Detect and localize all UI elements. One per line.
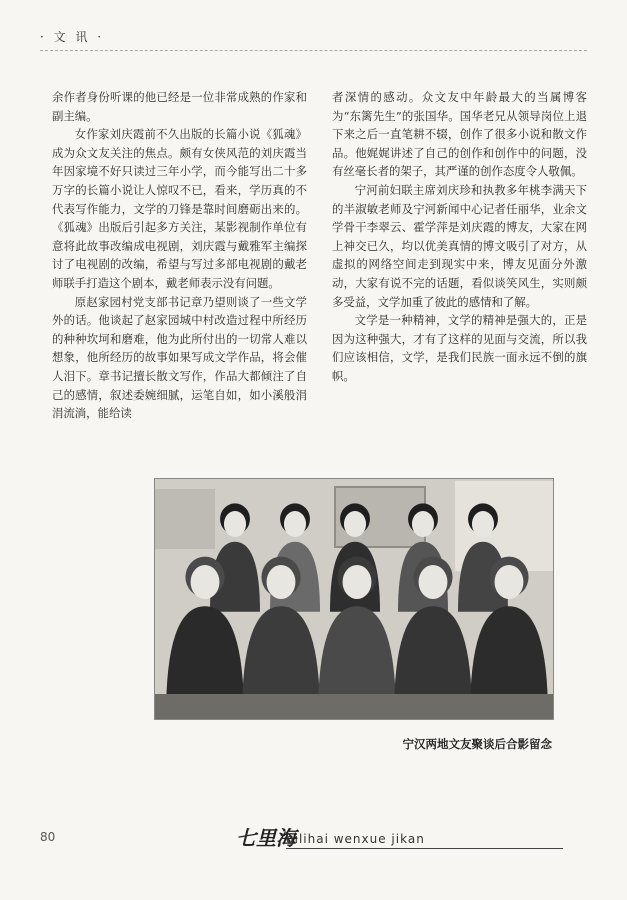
paragraph: 女作家刘庆霞前不久出版的长篇小说《狐魂》成为众文友关注的焦点。颇有女侠风范的刘庆霞当年因家境不好只读过三年小学，而今能写出二十多万字的长篇小说让人惊叹不已，看来，学历真的不代表写作能力，文学的刀锋是靠时间磨砺出来的。《狐魂》出版后引起多方关注，某影视制作单位有意将此故事改编成电视剧，刘庆霞与戴雅军主编探讨了电视剧的改编，希望与写过多部电视剧的戴老师联手打造这个剧本，戴老师表示没有问题。 (52, 127, 307, 290)
group-photo-illustration (155, 479, 553, 719)
magazine-logo: 七里海 (236, 826, 296, 850)
magazine-pinyin: qilihai wenxue jikan (286, 832, 425, 846)
paragraph: 原赵家园村党支部书记章乃望则谈了一些文学外的话。他谈起了赵家园城中村改造过程中所经历的种种坎坷和磨难，他为此所付出的一切常人难以想象，他所经历的故事如果写成文学作品，将会催人泪下。章书记擅长散文写作，作品大都倾注了自己的感情，叙述委婉细腻，运笔自如，如小溪般涓涓流淌，能给读 (52, 294, 307, 421)
paragraph: 文学是一种精神，文学的精神是强大的，正是因为这种强大，才有了这样的见面与交流，所以我们应该相信，文学，是我们民族一面永远不倒的旗帜。 (332, 313, 587, 383)
right-column (332, 88, 587, 386)
paragraph: 宁河前妇联主席刘庆珍和执教多年桃李满天下的半淑敏老师及宁河新闻中心记者任丽华，业余文学骨干李翠云、霍学萍是刘庆霞的博友，大家在网上神交已久，均以优美真情的博文吸引了对方，从虚拟的网络空间走到现实中来，博友见面分外激动，大家有说不完的话题，看似谈笑风生，实则颇多受益，文学加重了彼此的感情和了解。 (332, 182, 587, 309)
photo-caption: 宁汉两地文友聚谈后合影留念 (402, 737, 552, 751)
section-header: · 文 讯 · (40, 30, 105, 44)
header-divider (40, 50, 587, 51)
footer-divider (286, 848, 563, 849)
paragraph: 余作者身份听课的他已经是一位非常成熟的作家和副主编。 (52, 90, 307, 123)
left-column (52, 88, 307, 423)
paragraph: 者深情的感动。众文友中年龄最大的当属博客为“东篱先生”的张国华。国华老兄从领导岗位上退下来之后一直笔耕不辍，创作了很多小说和散文作品。他娓娓讲述了自己的创作和创作中的问题，没有丝毫长者的架子，其严谨的创作态度令人敬佩。 (332, 90, 587, 179)
group-photo (154, 478, 554, 720)
page-number: 80 (40, 830, 56, 844)
